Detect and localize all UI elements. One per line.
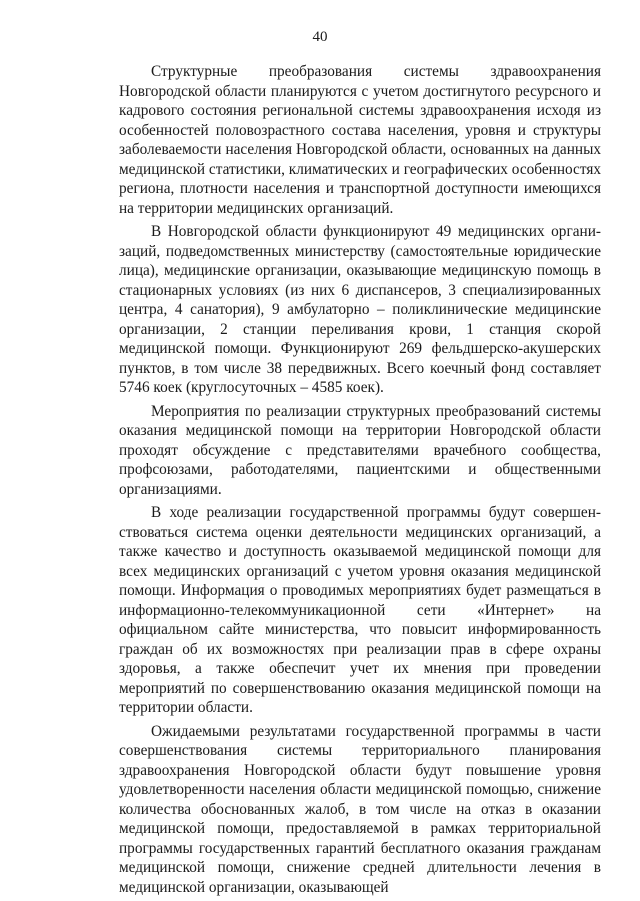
paragraph-public-discussion: Мероприятия по реализации структурных преобразований системы оказания медицинской помощи на территории Новгородской области проходят обсуждение с представителями врачебного сообщества, профсоюзами, работодателями, пациентскими и общественными организациями. — [119, 402, 601, 498]
paragraph-evaluation-system: В ходе реализации государственной программы будут совершенствоваться система оценки деятельности медицинских организаций, а также качество и доступность оказываемой медицинской помощи для всех медицинских организаций с учетом уровня оказания медицинской помощи. Информация о проводимых мероприятиях будет размещаться в информационно-телекоммуникационной сети «Интернет» на официальном сайте министерства, что повысит информированность граждан об их возможностях при реализации прав в сфере охраны здоровья, а также обеспечит учет их мнения при проведении мероприятий по совершенствованию оказания медицинской помощи на территории области. — [119, 504, 601, 716]
paragraph-expected-results: Ожидаемыми результатами государственной программы в части совершенствования системы территориального планирования здравоохранения Новгородской области будут повышение уровня удовлетворенности населения области медицинской помощью, снижение количества обоснованных жалоб, в том числе на отказ в оказании медицинской помощи, предоставляемой в рамках территориальной программы государственных гарантий бесплатного оказания гражданам медицинской помощи, снижение средней длительности лечения в медицинской организации, оказывающей — [119, 722, 601, 896]
paragraph-structural-transformations: Структурные преобразования системы здравоохранения Новгородской области планируются с учетом достигнутого ресурсного и кадрового состояния региональной системы здравоохранения исходя из особенностей половозрастного состава населения, уровня и структуры заболеваемости населения Новгородской области, основанных на данных медицинской статистики, климатических и географических особенностях региона, плотности населения и транспортной доступности имеющихся на территории медицинских организаций. — [119, 63, 601, 217]
document-body — [119, 62, 601, 901]
page-number: 40 — [312, 29, 328, 45]
paragraph-medical-organizations: В Новгородской области функционируют 49 медицинских организаций, подведомственных министерству (самостоятельные юридические лица), медицинские организации, оказывающие медицинскую помощь в стационарных условиях (из них 6 диспансеров, 3 специализированных центра, 4 санатория), 9 амбулаторно – поликлинические медицинские организации, 2 станции переливания крови, 1 станция скорой медицинской помощи. Функционируют 269 фельдшерско-акушерских пунктов, в том числе 38 передвижных. Всего коечный фонд составляет 5746 коек (круглосуточных – 4585 коек). — [119, 223, 601, 396]
